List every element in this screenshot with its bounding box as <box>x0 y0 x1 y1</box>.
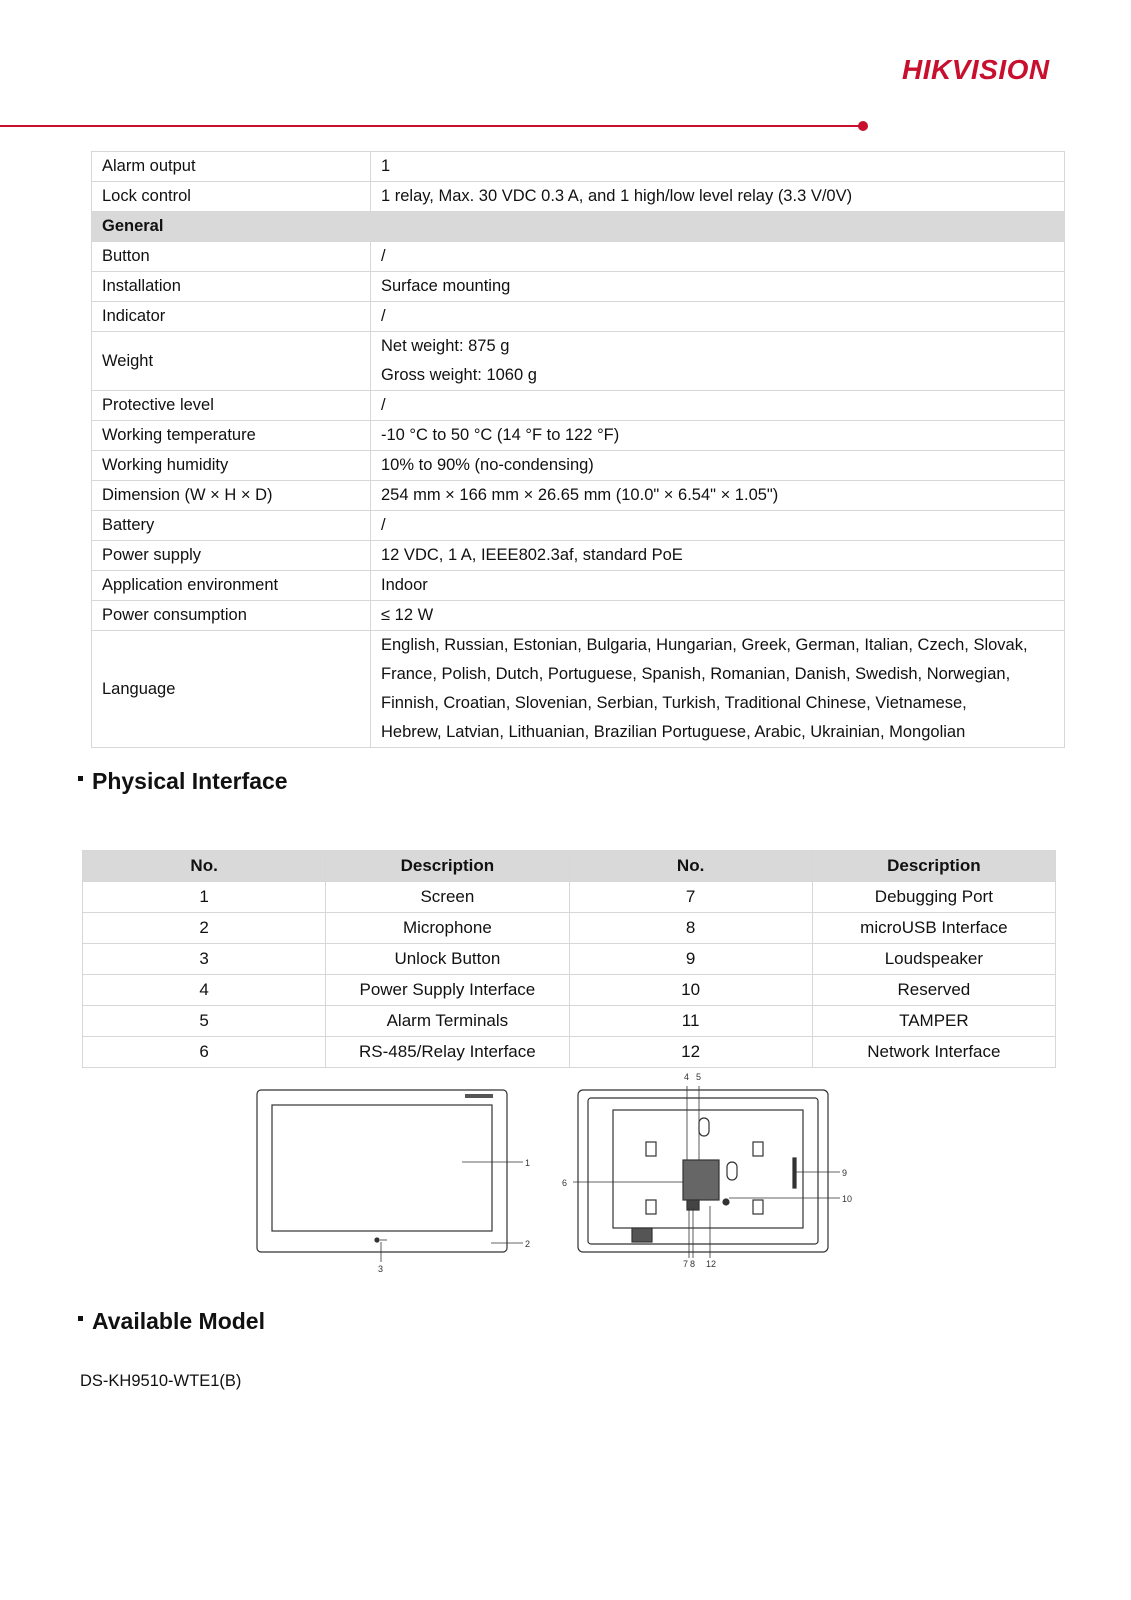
interface-description: TAMPER <box>812 1006 1055 1037</box>
available-model-title: Available Model <box>92 1308 265 1334</box>
spec-row <box>92 242 1065 272</box>
spec-row <box>92 302 1065 332</box>
rear-callout-4: 4 <box>684 1072 690 1082</box>
interface-table <box>82 850 1056 1068</box>
interface-no: 4 <box>83 975 326 1006</box>
spec-value-line: 12 VDC, 1 A, IEEE802.3af, standard PoE <box>381 546 683 564</box>
rear-callout-9: 9 <box>842 1168 848 1178</box>
spec-value <box>371 511 1065 541</box>
spec-value-line: -10 °C to 50 °C (14 °F to 122 °F) <box>381 426 620 444</box>
interface-no: 12 <box>569 1037 812 1068</box>
available-model-heading <box>78 1308 265 1335</box>
header-no-2: No. <box>569 851 812 882</box>
spec-key: Power supply <box>92 541 371 571</box>
interface-row <box>83 944 1056 975</box>
interface-row <box>83 1006 1056 1037</box>
spec-value-line: France, Polish, Dutch, Portuguese, Spanish, Romanian, Danish, Swedish, Norwegian, <box>381 665 1011 683</box>
spec-value-line: English, Russian, Estonian, Bulgaria, Hungarian, Greek, German, Italian, Czech, Slovak, <box>381 636 1028 654</box>
interface-no: 6 <box>83 1037 326 1068</box>
header-no-1: No. <box>83 851 326 882</box>
spec-value-line: 10% to 90% (no-condensing) <box>381 456 594 474</box>
interface-header-row <box>83 851 1056 882</box>
spec-value <box>371 421 1065 451</box>
spec-key: Dimension (W × H × D) <box>92 481 371 511</box>
front-callout-2: 2 <box>525 1239 531 1249</box>
rear-view <box>573 1086 840 1258</box>
interface-description: Microphone <box>326 913 569 944</box>
interface-description: Power Supply Interface <box>326 975 569 1006</box>
spec-value <box>371 152 1065 182</box>
interface-no: 10 <box>569 975 812 1006</box>
device-diagram <box>255 1072 875 1305</box>
interface-no: 1 <box>83 882 326 913</box>
interface-no: 7 <box>569 882 812 913</box>
spec-key: Working temperature <box>92 421 371 451</box>
interface-no: 2 <box>83 913 326 944</box>
physical-interface-heading <box>78 768 288 795</box>
spec-value <box>371 481 1065 511</box>
spec-key: Indicator <box>92 302 371 332</box>
interface-description: Screen <box>326 882 569 913</box>
rear-callout-10: 10 <box>842 1194 853 1204</box>
spec-table <box>91 151 1065 748</box>
spec-value <box>371 631 1065 748</box>
spec-section-row <box>92 212 1065 242</box>
spec-value-line: / <box>381 307 386 325</box>
interface-row <box>83 975 1056 1006</box>
spec-value <box>371 182 1065 212</box>
spec-row <box>92 332 1065 391</box>
spec-value-line: 1 <box>381 157 391 175</box>
spec-key: Alarm output <box>92 152 371 182</box>
spec-section-label: General <box>92 212 1065 242</box>
physical-interface-title: Physical Interface <box>92 768 288 794</box>
spec-value-line: Surface mounting <box>381 277 511 295</box>
spec-key: Working humidity <box>92 451 371 481</box>
spec-value-line: ≤ 12 W <box>381 606 434 624</box>
heading-bullet <box>78 1316 83 1321</box>
spec-value-line: / <box>381 516 386 534</box>
interface-row <box>83 1037 1056 1068</box>
spec-value <box>371 541 1065 571</box>
spec-key: Application environment <box>92 571 371 601</box>
spec-row <box>92 601 1065 631</box>
interface-no: 8 <box>569 913 812 944</box>
spec-value <box>371 272 1065 302</box>
interface-description: Loudspeaker <box>812 944 1055 975</box>
spec-row <box>92 152 1065 182</box>
spec-value <box>371 451 1065 481</box>
header-description-2: Description <box>812 851 1055 882</box>
spec-value-line: Gross weight: 1060 g <box>381 366 537 384</box>
spec-value-line: 254 mm × 166 mm × 26.65 mm (10.0" × 6.54" × 1.05") <box>381 486 779 504</box>
spec-value <box>371 332 1065 391</box>
model-number: DS-KH9510-WTE1(B) <box>80 1372 242 1390</box>
spec-row <box>92 391 1065 421</box>
heading-bullet <box>78 776 83 781</box>
interface-description: Debugging Port <box>812 882 1055 913</box>
rear-callout-7: 7 <box>683 1259 689 1269</box>
spec-value-line: Hebrew, Latvian, Lithuanian, Brazilian Portuguese, Arabic, Ukrainian, Mongolian <box>381 723 966 741</box>
spec-key: Button <box>92 242 371 272</box>
front-callout-1: 1 <box>525 1158 531 1168</box>
rear-callout-8: 8 <box>690 1259 696 1269</box>
spec-row <box>92 182 1065 212</box>
spec-key: Weight <box>92 332 371 391</box>
interface-description: Alarm Terminals <box>326 1006 569 1037</box>
spec-key: Lock control <box>92 182 371 212</box>
interface-description: Unlock Button <box>326 944 569 975</box>
rear-callout-5: 5 <box>696 1072 702 1082</box>
spec-value-line: / <box>381 247 386 265</box>
front-view <box>257 1090 523 1262</box>
spec-row <box>92 631 1065 748</box>
interface-row <box>83 913 1056 944</box>
spec-value <box>371 571 1065 601</box>
spec-row <box>92 571 1065 601</box>
interface-row <box>83 882 1056 913</box>
spec-key: Battery <box>92 511 371 541</box>
spec-value <box>371 302 1065 332</box>
spec-value <box>371 601 1065 631</box>
spec-value <box>371 391 1065 421</box>
brand-logo-text: HIKVISION <box>902 54 1050 85</box>
spec-row <box>92 511 1065 541</box>
header-divider-dot <box>858 121 868 131</box>
spec-value-line: Net weight: 875 g <box>381 337 510 355</box>
interface-no: 3 <box>83 944 326 975</box>
spec-value-line: Finnish, Croatian, Slovenian, Serbian, Turkish, Traditional Chinese, Vietnamese, <box>381 694 967 712</box>
spec-row <box>92 421 1065 451</box>
interface-description: Reserved <box>812 975 1055 1006</box>
interface-description: RS-485/Relay Interface <box>326 1037 569 1068</box>
spec-key: Protective level <box>92 391 371 421</box>
spec-key: Language <box>92 631 371 748</box>
interface-no: 5 <box>83 1006 326 1037</box>
spec-row <box>92 451 1065 481</box>
spec-value-line: 1 relay, Max. 30 VDC 0.3 A, and 1 high/low level relay (3.3 V/0V) <box>381 187 853 205</box>
hikvision-logo <box>900 52 1085 86</box>
spec-key: Power consumption <box>92 601 371 631</box>
spec-row <box>92 272 1065 302</box>
spec-row <box>92 481 1065 511</box>
interface-description: Network Interface <box>812 1037 1055 1068</box>
front-callout-3: 3 <box>378 1264 384 1274</box>
rear-callout-12: 12 <box>706 1259 717 1269</box>
spec-key: Installation <box>92 272 371 302</box>
header-divider <box>0 125 860 127</box>
spec-row <box>92 541 1065 571</box>
interface-description: microUSB Interface <box>812 913 1055 944</box>
header-description-1: Description <box>326 851 569 882</box>
spec-value-line: Indoor <box>381 576 428 594</box>
interface-no: 9 <box>569 944 812 975</box>
spec-value <box>371 242 1065 272</box>
interface-no: 11 <box>569 1006 812 1037</box>
rear-callout-6: 6 <box>562 1178 568 1188</box>
spec-value-line: / <box>381 396 386 414</box>
